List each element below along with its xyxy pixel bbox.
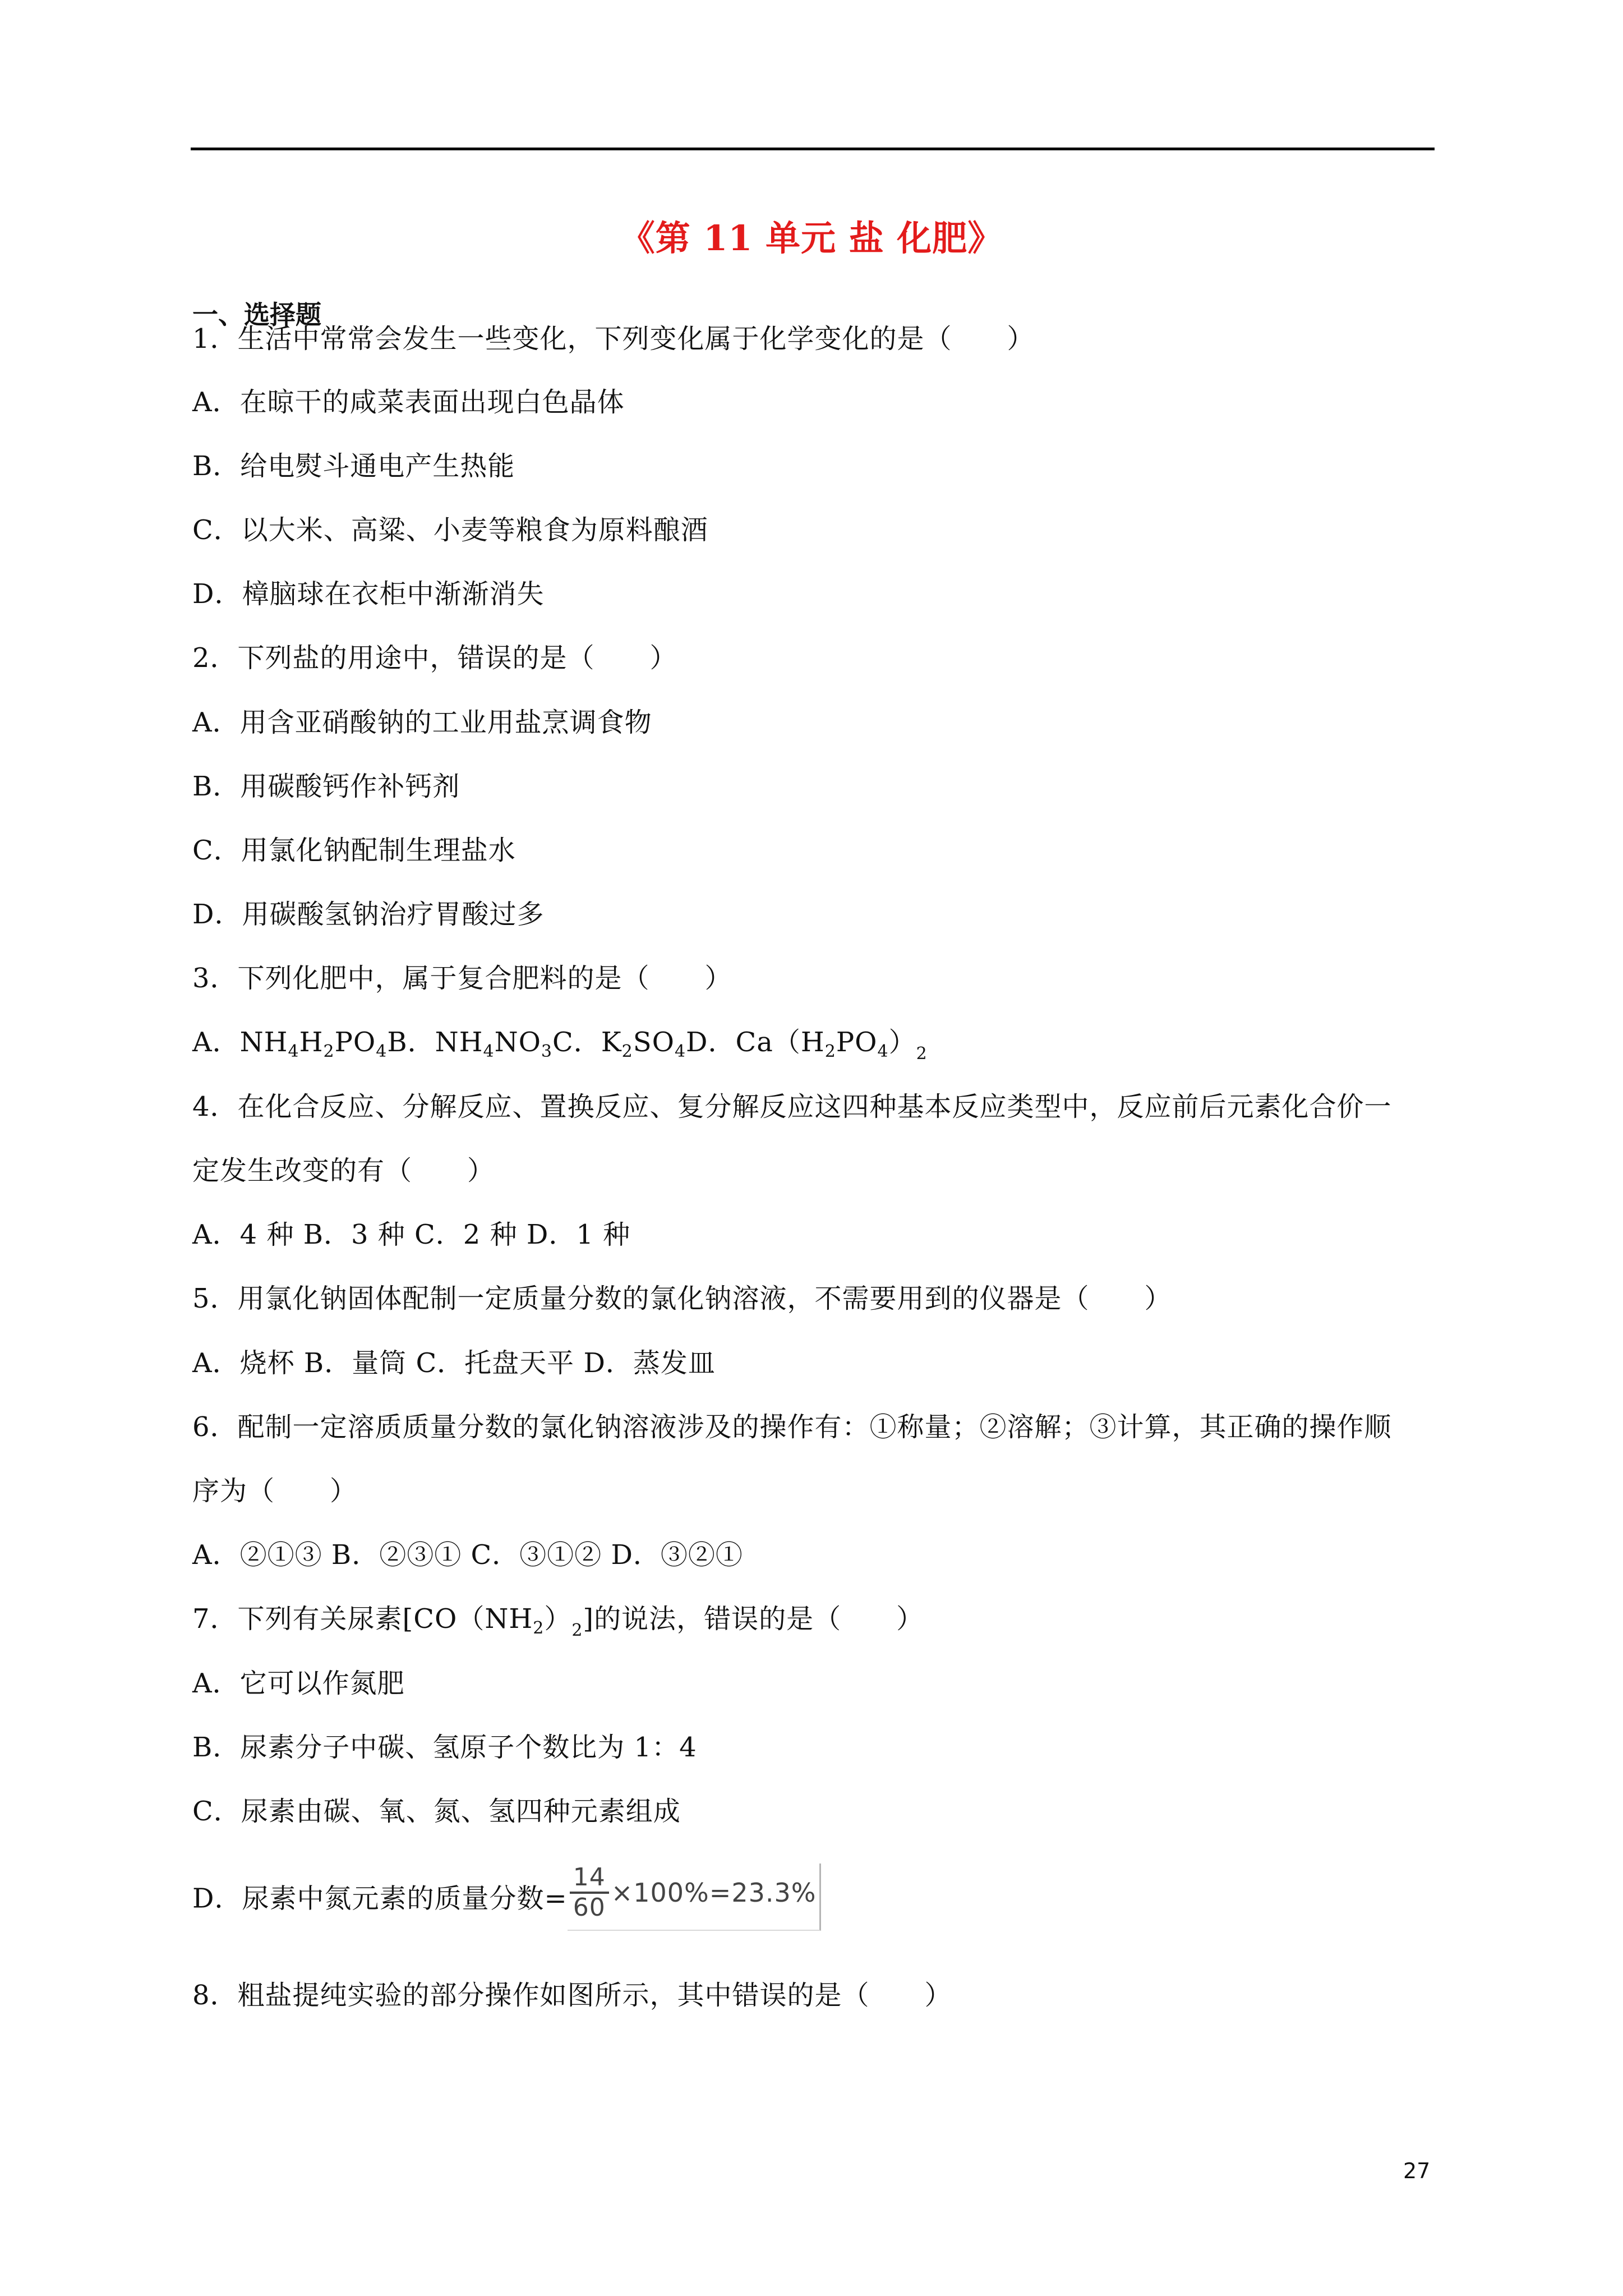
question-1-option-c: C．以大米、高粱、小麦等粮食为原料酿酒 (192, 514, 708, 546)
q7-stem-text-3: ]的说法，错误的是（ ） (583, 1603, 924, 1635)
question-2-option-c: C．用氯化钠配制生理盐水 (192, 835, 516, 866)
q3-option-d-text: D．Ca（H (686, 1027, 825, 1058)
fraction (570, 1864, 609, 1922)
question-6-options: A．②①③ B．②③① C．③①② D．③②① (192, 1539, 743, 1571)
q3-option-d-text-3: ） (888, 1027, 916, 1058)
subscript: 2 (621, 1042, 633, 1061)
q3-option-c-text-2: SO (633, 1027, 675, 1058)
question-6-stem-line-2: 序为（ ） (192, 1475, 358, 1507)
fraction-denominator: 60 (573, 1893, 606, 1922)
subscript: 4 (877, 1042, 889, 1061)
question-5-stem: 5．用氯化钠固体配制一定质量分数的氯化钠溶液，不需要用到的仪器是（ ） (192, 1283, 1172, 1314)
q7-option-d-text: D．尿素中氮元素的质量分数= (192, 1883, 568, 1915)
fraction-numerator: 14 (570, 1864, 609, 1894)
question-3-options (192, 1025, 928, 1063)
question-1-option-a: A．在晾干的咸菜表面出现白色晶体 (192, 386, 625, 418)
question-2-option-a: A．用含亚硝酸钠的工业用盐烹调食物 (192, 707, 652, 738)
subscript: 2 (533, 1618, 545, 1638)
subscript: 4 (288, 1042, 299, 1061)
header-rule (191, 148, 1435, 150)
question-7-stem (192, 1602, 924, 1640)
q3-option-b-text: B．NH (387, 1027, 483, 1058)
question-4-stem-line-1: 4．在化合反应、分解反应、置换反应、复分解反应这四种基本反应类型中，反应前后元素化合价一 (192, 1091, 1392, 1122)
subscript: 2 (916, 1044, 928, 1064)
q3-option-d-text-2: PO (836, 1027, 878, 1058)
q3-option-a-text-2: H (299, 1027, 324, 1058)
question-7-option-b: B．尿素分子中碳、氢原子个数比为 1：4 (192, 1732, 697, 1763)
question-1-stem: 1．生活中常常会发生一些变化，下列变化属于化学变化的是（ ） (192, 323, 1035, 355)
question-7-option-a: A．它可以作氮肥 (192, 1668, 405, 1699)
formula-result: ×100%=23.3% (611, 1878, 817, 1908)
subscript: 2 (824, 1042, 836, 1061)
subscript: 4 (483, 1042, 495, 1061)
question-2-option-b: B．用碳酸钙作补钙剂 (192, 771, 460, 802)
subscript: 4 (376, 1042, 388, 1061)
q3-option-a-text: A．NH (192, 1027, 288, 1058)
question-2-stem: 2．下列盐的用途中，错误的是（ ） (192, 642, 677, 674)
question-1-option-b: B．给电熨斗通电产生热能 (192, 450, 515, 482)
question-7-option-d (192, 1863, 821, 1934)
q3-option-b-text-2: NO (494, 1027, 541, 1058)
question-1-option-d: D．樟脑球在衣柜中渐渐消失 (192, 578, 545, 610)
subscript: 2 (571, 1621, 583, 1640)
document-title: 《第 11 单元 盐 化肥》 (620, 218, 1003, 259)
page-number: 27 (1403, 2159, 1431, 2183)
subscript: 4 (674, 1042, 686, 1061)
q3-option-c-text: C．K (552, 1027, 622, 1058)
question-7-option-c: C．尿素由碳、氧、氮、氢四种元素组成 (192, 1796, 681, 1827)
q7-stem-text: 7．下列有关尿素[CO（NH (192, 1603, 533, 1635)
subscript: 3 (541, 1042, 553, 1061)
question-4-stem-line-2: 定发生改变的有（ ） (192, 1155, 495, 1186)
section-heading: 一、选择题 (192, 300, 321, 330)
question-5-options: A．烧杯 B．量筒 C．托盘天平 D．蒸发皿 (192, 1347, 716, 1379)
question-2-option-d: D．用碳酸氢钠治疗胃酸过多 (192, 899, 545, 930)
subscript: 2 (323, 1042, 335, 1061)
question-4-options: A．4 种 B．3 种 C．2 种 D．1 种 (192, 1219, 631, 1250)
mass-fraction-formula (568, 1864, 822, 1931)
q3-option-a-text-3: PO (334, 1027, 376, 1058)
q7-stem-text-2: ） (544, 1603, 572, 1635)
question-6-stem-line-1: 6．配制一定溶质质量分数的氯化钠溶液涉及的操作有：①称量；②溶解；③计算，其正确的操作顺 (192, 1411, 1392, 1443)
question-3-stem: 3．下列化肥中，属于复合肥料的是（ ） (192, 963, 732, 994)
question-8-stem: 8．粗盐提纯实验的部分操作如图所示，其中错误的是（ ） (192, 1980, 952, 2011)
